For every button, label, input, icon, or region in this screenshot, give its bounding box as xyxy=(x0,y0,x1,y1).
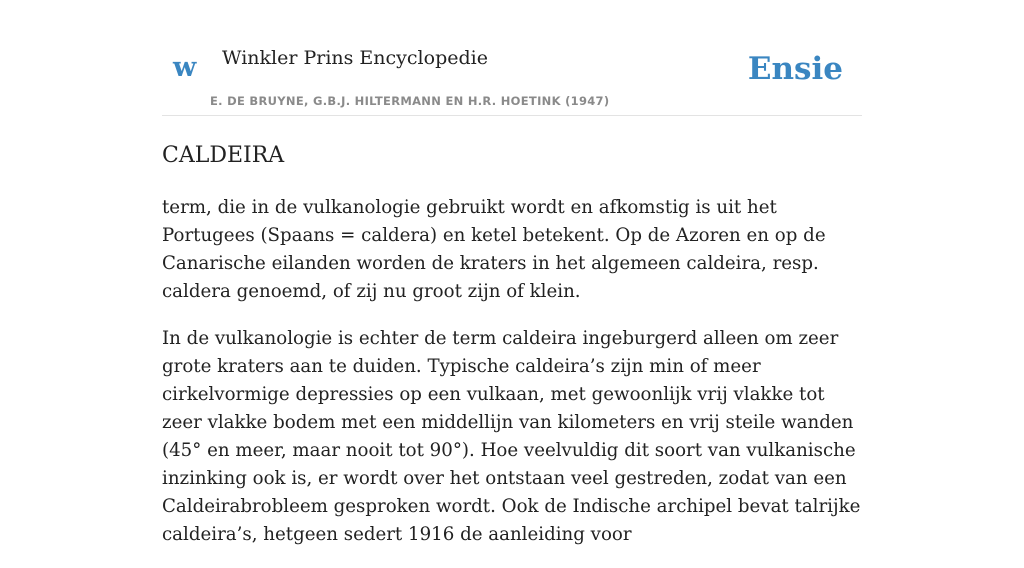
article-body xyxy=(162,194,862,549)
article-paragraph-2: In de vulkanologie is echter de term caldeira ingeburgerd alleen om zeer grote kraters aan te duiden. Typische caldeira’s zijn min of meer cirkelvormige depressies op een vulkaan, met gewoonlijk vrij vlakke tot zeer vlakke bodem met een middellijn van kilometers en vrij steile wanden (45° en meer, maar nooit tot 90°). Hoe veelvuldig dit soort van vulkanische inzinking ook is, er wordt over het ontstaan veel gestreden, zodat van een Caldeirabrobleem gesproken wordt. Ook de Indische archipel bevat talrijke caldeira’s, hetgeen sedert 1916 de aanleiding voor xyxy=(162,328,861,545)
winkler-prins-logo[interactable]: w xyxy=(173,52,197,83)
site-title[interactable]: Winkler Prins Encyclopedie xyxy=(222,47,488,69)
site-header xyxy=(162,0,862,116)
page xyxy=(162,0,862,568)
ensie-logo[interactable]: Ensie xyxy=(747,51,843,87)
article xyxy=(162,116,862,549)
article-title: CALDEIRA xyxy=(162,143,285,168)
article-paragraph-1: term, die in de vulkanologie gebruikt wordt en afkomstig is uit het Portugees (Spaans = caldera) en ketel betekent. Op de Azoren en op de Canarische eilanden worden de kraters in het algemeen caldeira, resp. caldera genoemd, of zij nu groot zijn of klein. xyxy=(162,197,826,302)
site-subtitle: E. DE BRUYNE, G.B.J. HILTERMANN EN H.R. HOETINK (1947) xyxy=(210,94,610,108)
